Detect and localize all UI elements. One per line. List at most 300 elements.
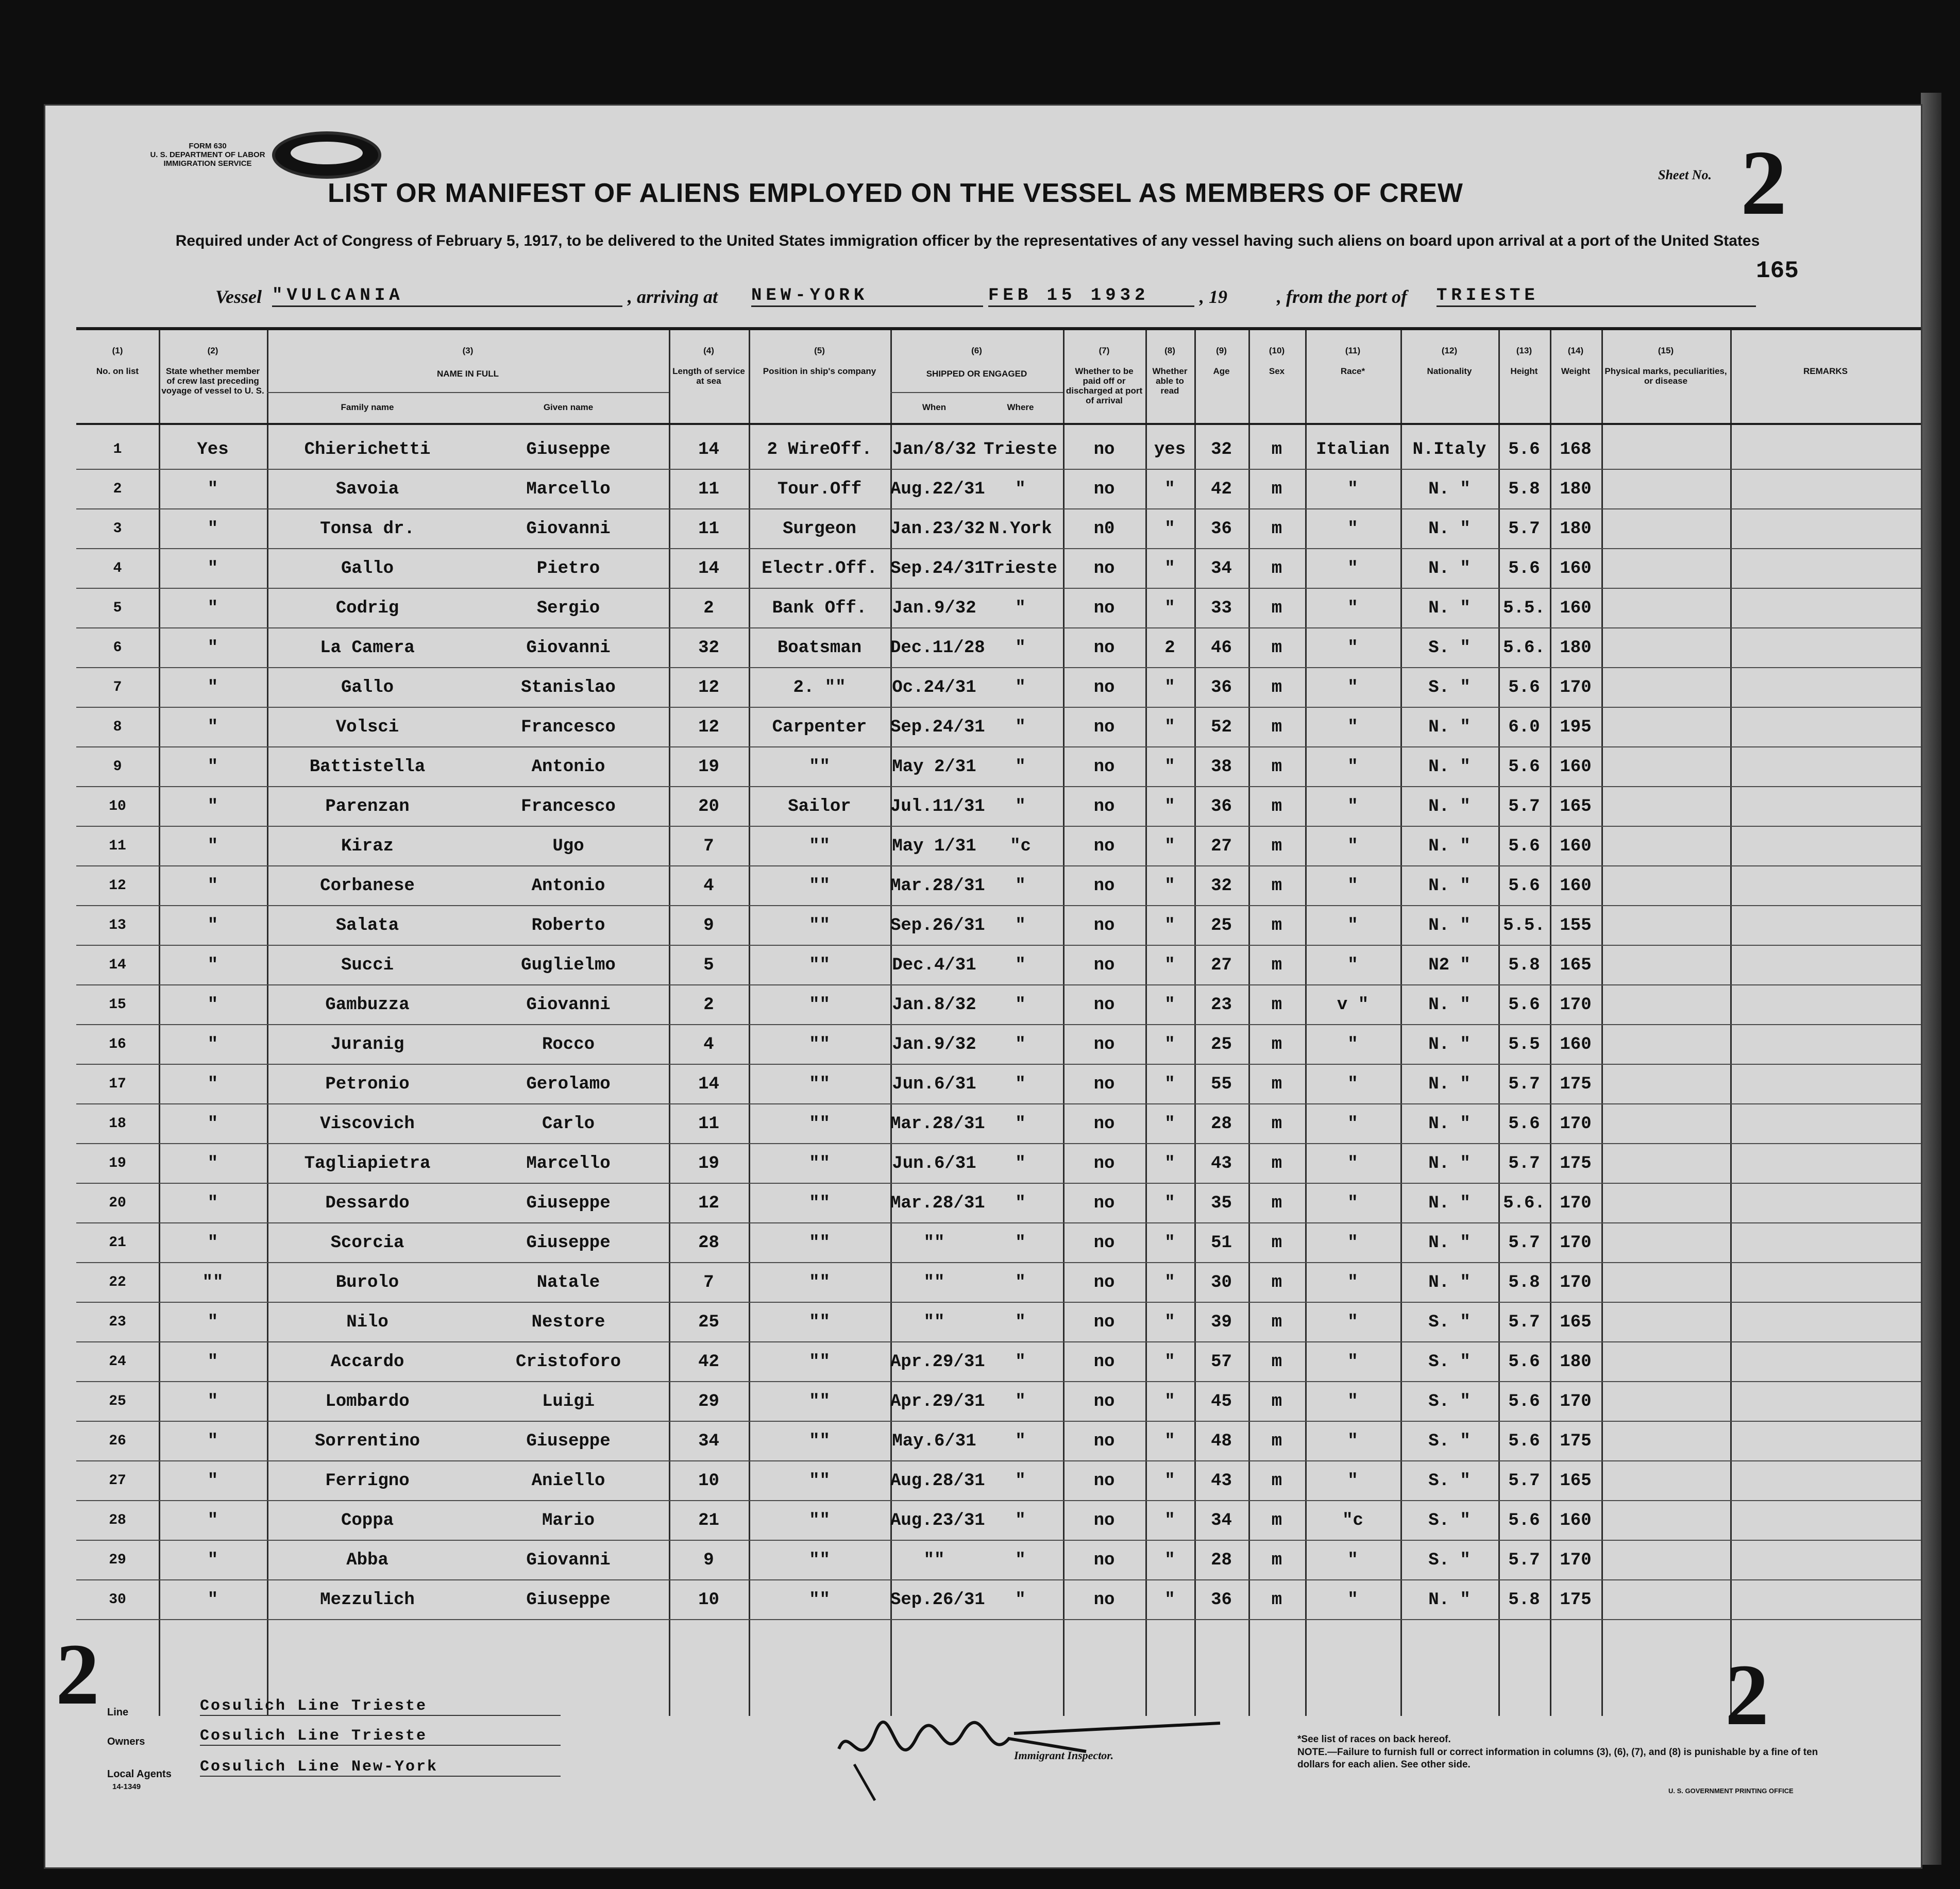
given-name: Cristoforo	[515, 1352, 621, 1372]
sex: m	[1271, 559, 1282, 578]
row-rule	[76, 1341, 1921, 1342]
nationality: N. "	[1428, 757, 1471, 777]
shipped-when: May 1/31	[892, 837, 976, 856]
row-number: 20	[109, 1195, 126, 1211]
family-name: Salata	[335, 916, 399, 935]
family-name: Juranig	[330, 1035, 404, 1054]
given-name: Pietro	[536, 559, 600, 578]
given-name: Giuseppe	[526, 440, 611, 460]
sex: m	[1271, 1194, 1282, 1213]
nationality: N. "	[1428, 995, 1471, 1015]
weight: 160	[1560, 1035, 1592, 1054]
race: "	[1347, 876, 1358, 896]
nationality: N. "	[1428, 1114, 1471, 1134]
service-length: 4	[703, 876, 714, 896]
height: 5.5	[1508, 1035, 1540, 1054]
shipped-where: "	[1015, 1590, 1026, 1610]
row-rule	[76, 508, 1921, 509]
given-name: Antonio	[531, 876, 605, 896]
age: 57	[1211, 1352, 1232, 1372]
shipped-where: Trieste	[984, 559, 1057, 578]
nationality: N2 "	[1428, 956, 1471, 975]
family-name: Volsci	[335, 718, 399, 737]
weight: 160	[1560, 1511, 1592, 1530]
paid-off: no	[1093, 1432, 1115, 1451]
weight: 160	[1560, 837, 1592, 856]
service-name: IMMIGRATION SERVICE	[163, 159, 252, 168]
row-rule	[76, 1064, 1921, 1065]
paid-off: no	[1093, 1471, 1115, 1491]
row-rule	[76, 1500, 1921, 1501]
race: "	[1347, 1233, 1358, 1253]
shipped-where: Trieste	[984, 440, 1057, 460]
prior-voyage: "	[207, 1432, 218, 1451]
sex: m	[1271, 956, 1282, 975]
family-name: Tagliapietra	[304, 1154, 431, 1173]
shipped-when: Aug.28/31	[890, 1471, 985, 1491]
race: v "	[1337, 995, 1369, 1015]
shipped-where: "c	[1010, 837, 1031, 856]
row-rule	[76, 1540, 1921, 1541]
service-length: 28	[698, 1233, 719, 1253]
column-number: (3)	[462, 346, 474, 355]
column-header: Position in ship's company	[763, 366, 876, 376]
given-name: Guglielmo	[521, 956, 616, 975]
paid-off: no	[1093, 1590, 1115, 1610]
sex: m	[1271, 1551, 1282, 1570]
family-name: Ferrigno	[325, 1471, 410, 1491]
column-number: (10)	[1269, 346, 1285, 355]
row-rule	[76, 1619, 1921, 1620]
subheader-where: Where	[1007, 402, 1034, 412]
column-header: Physical marks, peculiarities, or disease	[1604, 366, 1727, 386]
shipped-when: Oc.24/31	[892, 678, 976, 697]
sheet-label: Sheet No.	[1658, 167, 1712, 182]
family-name: Scorcia	[330, 1233, 404, 1253]
weight: 165	[1560, 956, 1592, 975]
age: 36	[1211, 797, 1232, 816]
able-to-read: "	[1164, 1511, 1175, 1530]
row-number: 10	[109, 798, 126, 814]
weight: 165	[1560, 1471, 1592, 1491]
weight: 160	[1560, 599, 1592, 618]
age: 36	[1211, 678, 1232, 697]
able-to-read: "	[1164, 1273, 1175, 1292]
age: 27	[1211, 956, 1232, 975]
age: 48	[1211, 1432, 1232, 1451]
service-length: 14	[698, 559, 719, 578]
family-name: La Camera	[320, 638, 415, 658]
paid-off: no	[1093, 1194, 1115, 1213]
weight: 180	[1560, 519, 1592, 539]
height: 5.8	[1508, 480, 1540, 499]
given-name: Giovanni	[526, 638, 611, 658]
age: 28	[1211, 1551, 1232, 1570]
weight: 168	[1560, 440, 1592, 460]
able-to-read: "	[1164, 956, 1175, 975]
shipped-where: "	[1015, 1432, 1026, 1451]
nationality: S. "	[1428, 1432, 1471, 1451]
row-rule	[76, 1302, 1921, 1303]
position: Bank Off.	[772, 599, 867, 618]
height: 5.6.	[1503, 1194, 1545, 1213]
paid-off: no	[1093, 718, 1115, 737]
prior-voyage: "	[207, 1471, 218, 1491]
row-number: 26	[109, 1433, 126, 1449]
shipped-where: "	[1015, 916, 1026, 935]
paid-off: no	[1093, 1035, 1115, 1054]
row-rule	[76, 1024, 1921, 1025]
able-to-read: yes	[1154, 440, 1186, 460]
weight: 170	[1560, 678, 1592, 697]
column-header: Nationality	[1427, 366, 1472, 376]
sex: m	[1271, 1590, 1282, 1610]
owners-label: Owners	[107, 1736, 145, 1747]
crew-table	[76, 327, 1921, 1716]
race: "	[1347, 797, 1358, 816]
able-to-read: "	[1164, 876, 1175, 896]
shipped-when: Jul.11/31	[890, 797, 985, 816]
shipped-when: Jun.6/31	[892, 1075, 976, 1094]
service-length: 7	[703, 837, 714, 856]
sex: m	[1271, 797, 1282, 816]
height: 5.6	[1508, 1352, 1540, 1372]
given-name: Giovanni	[526, 519, 611, 539]
prior-voyage: "	[207, 718, 218, 737]
given-name: Marcello	[526, 1154, 611, 1173]
given-name: Marcello	[526, 480, 611, 499]
page-edge	[1921, 93, 1941, 1865]
paid-off: no	[1093, 1352, 1115, 1372]
row-rule	[76, 905, 1921, 906]
shipped-when: Sep.24/31	[890, 559, 985, 578]
position: ""	[809, 1352, 830, 1372]
given-name: Giovanni	[526, 995, 611, 1015]
paid-off: no	[1093, 559, 1115, 578]
prior-voyage: "	[207, 876, 218, 896]
page-title: LIST OR MANIFEST OF ALIENS EMPLOYED ON THE VESSEL AS MEMBERS OF CREW	[328, 178, 1463, 208]
shipped-where: "	[1015, 1352, 1026, 1372]
sex: m	[1271, 1035, 1282, 1054]
age: 32	[1211, 440, 1232, 460]
line-value: Cosulich Line Trieste	[200, 1697, 561, 1716]
family-name: Gambuzza	[325, 995, 410, 1015]
row-number: 28	[109, 1512, 126, 1528]
shipped-when: May 2/31	[892, 757, 976, 777]
sex: m	[1271, 876, 1282, 896]
prior-voyage: "	[207, 916, 218, 935]
punch-hole-oval	[272, 131, 381, 179]
row-number: 23	[109, 1314, 126, 1330]
row-rule	[76, 1143, 1921, 1144]
able-to-read: "	[1164, 757, 1175, 777]
shipped-when: Jan.9/32	[892, 599, 976, 618]
paid-off: no	[1093, 599, 1115, 618]
column-number: (7)	[1099, 346, 1110, 355]
column-header: NAME IN FULL	[437, 369, 499, 379]
paid-off: no	[1093, 678, 1115, 697]
race: "	[1347, 718, 1358, 737]
weight: 165	[1560, 797, 1592, 816]
given-name: Luigi	[542, 1392, 595, 1411]
vessel-label: Vessel	[215, 286, 262, 307]
shipped-when: Jan.8/32	[892, 995, 976, 1015]
paid-off: no	[1093, 1313, 1115, 1332]
sex: m	[1271, 1154, 1282, 1173]
weight: 180	[1560, 638, 1592, 658]
row-number: 18	[109, 1116, 126, 1132]
row-number: 30	[109, 1592, 126, 1608]
able-to-read: "	[1164, 480, 1175, 499]
row-rule	[76, 627, 1921, 628]
height: 5.6	[1508, 1432, 1540, 1451]
row-rule	[76, 707, 1921, 708]
position: ""	[809, 837, 830, 856]
shipped-where: "	[1015, 1471, 1026, 1491]
height: 5.6.	[1503, 638, 1545, 658]
age: 25	[1211, 916, 1232, 935]
shipped-when: Aug.22/31	[890, 480, 985, 499]
position: ""	[809, 995, 830, 1015]
row-number: 6	[113, 640, 122, 656]
family-name: Parenzan	[325, 797, 410, 816]
shipped-when: Dec.4/31	[892, 956, 976, 975]
shipped-when: Apr.29/31	[890, 1352, 985, 1372]
able-to-read: "	[1164, 678, 1175, 697]
position: Surgeon	[783, 519, 856, 539]
row-number: 24	[109, 1354, 126, 1370]
weight: 180	[1560, 480, 1592, 499]
row-number: 13	[109, 917, 126, 933]
age: 39	[1211, 1313, 1232, 1332]
nationality: N. "	[1428, 519, 1471, 539]
position: ""	[809, 876, 830, 896]
age: 30	[1211, 1273, 1232, 1292]
age: 42	[1211, 480, 1232, 499]
weight: 180	[1560, 1352, 1592, 1372]
row-number: 1	[113, 441, 122, 457]
shipped-where: "	[1015, 638, 1026, 658]
sex: m	[1271, 519, 1282, 539]
shipped-when: ""	[923, 1313, 945, 1332]
row-number: 14	[109, 957, 126, 973]
nationality: N. "	[1428, 1273, 1471, 1292]
row-rule	[76, 1262, 1921, 1263]
height: 5.7	[1508, 519, 1540, 539]
able-to-read: "	[1164, 1471, 1175, 1491]
height: 5.6	[1508, 1392, 1540, 1411]
weight: 175	[1560, 1075, 1592, 1094]
race: "	[1347, 638, 1358, 658]
position: ""	[809, 757, 830, 777]
able-to-read: "	[1164, 1194, 1175, 1213]
weight: 160	[1560, 757, 1592, 777]
shipped-when: Sep.26/31	[890, 1590, 985, 1610]
paid-off: no	[1093, 1075, 1115, 1094]
row-number: 22	[109, 1274, 126, 1290]
race: "	[1347, 519, 1358, 539]
age: 46	[1211, 638, 1232, 658]
prior-voyage: "	[207, 995, 218, 1015]
sex: m	[1271, 718, 1282, 737]
height: 5.6	[1508, 837, 1540, 856]
sex: m	[1271, 678, 1282, 697]
shipped-where: "	[1015, 1233, 1026, 1253]
height: 5.6	[1508, 559, 1540, 578]
height: 5.8	[1508, 1590, 1540, 1610]
nationality: S. "	[1428, 638, 1471, 658]
prior-voyage: "	[207, 956, 218, 975]
prior-voyage: "	[207, 1352, 218, 1372]
paid-off: no	[1093, 916, 1115, 935]
nationality: S. "	[1428, 1511, 1471, 1530]
column-header: Whether able to read	[1152, 366, 1188, 396]
given-name: Antonio	[531, 757, 605, 777]
prior-voyage: "	[207, 837, 218, 856]
race: "	[1347, 956, 1358, 975]
given-name: Francesco	[521, 797, 616, 816]
paid-off: no	[1093, 837, 1115, 856]
able-to-read: "	[1164, 1154, 1175, 1173]
shipped-where: "	[1015, 956, 1026, 975]
row-number: 25	[109, 1393, 126, 1409]
column-header: REMARKS	[1803, 366, 1848, 376]
nationality: S. "	[1428, 1392, 1471, 1411]
paid-off: no	[1093, 440, 1115, 460]
age: 43	[1211, 1154, 1232, 1173]
position: ""	[809, 1233, 830, 1253]
age: 23	[1211, 995, 1232, 1015]
height: 5.7	[1508, 1471, 1540, 1491]
row-number: 29	[109, 1552, 126, 1568]
service-length: 9	[703, 1551, 714, 1570]
paid-off: no	[1093, 1154, 1115, 1173]
column-header: Sex	[1269, 366, 1285, 376]
column-header: No. on list	[96, 366, 139, 376]
height: 5.6	[1508, 678, 1540, 697]
weight: 170	[1560, 1114, 1592, 1134]
service-length: 10	[698, 1471, 719, 1491]
paid-off: no	[1093, 1392, 1115, 1411]
nationality: N. "	[1428, 1035, 1471, 1054]
race: "	[1347, 1313, 1358, 1332]
subheader-given-name: Given name	[543, 402, 594, 412]
shipped-when: ""	[923, 1551, 945, 1570]
given-name: Rocco	[542, 1035, 595, 1054]
race: "	[1347, 1352, 1358, 1372]
family-name: Corbanese	[320, 876, 415, 896]
column-header: Height	[1510, 366, 1538, 376]
age: 32	[1211, 876, 1232, 896]
weight: 195	[1560, 718, 1592, 737]
printing-office: U. S. GOVERNMENT PRINTING OFFICE	[1668, 1787, 1794, 1795]
column-number: (12)	[1441, 346, 1458, 355]
service-length: 21	[698, 1511, 719, 1530]
department-name: U. S. DEPARTMENT OF LABOR	[150, 150, 265, 159]
column-header: Weight	[1561, 366, 1591, 376]
given-name: Giovanni	[526, 1551, 611, 1570]
given-name: Mario	[542, 1511, 595, 1530]
family-name: Tonsa dr.	[320, 519, 415, 539]
sex: m	[1271, 1313, 1282, 1332]
row-rule	[76, 667, 1921, 668]
age: 45	[1211, 1392, 1232, 1411]
weight: 175	[1560, 1432, 1592, 1451]
sex: m	[1271, 1233, 1282, 1253]
arrival-port: NEW-YORK	[751, 286, 983, 307]
height: 5.7	[1508, 797, 1540, 816]
shipped-when: Sep.26/31	[890, 916, 985, 935]
shipped-where: "	[1015, 718, 1026, 737]
age: 33	[1211, 599, 1232, 618]
able-to-read: "	[1164, 718, 1175, 737]
prior-voyage: "	[207, 1233, 218, 1253]
family-name: Coppa	[341, 1511, 394, 1530]
column-header: Whether to be paid off or discharged at port of arrival	[1066, 366, 1143, 405]
given-name: Natale	[536, 1273, 600, 1292]
paid-off: no	[1093, 638, 1115, 658]
given-name: Sergio	[536, 599, 600, 618]
nationality: S. "	[1428, 678, 1471, 697]
service-length: 14	[698, 440, 719, 460]
position: 2 WireOff.	[767, 440, 872, 460]
paid-off: n0	[1093, 519, 1115, 539]
race: "c	[1342, 1511, 1363, 1530]
service-length: 29	[698, 1392, 719, 1411]
shipped-when: ""	[923, 1273, 945, 1292]
sex: m	[1271, 480, 1282, 499]
row-number: 21	[109, 1235, 126, 1251]
service-length: 11	[698, 519, 719, 539]
able-to-read: "	[1164, 797, 1175, 816]
nationality: N.Italy	[1412, 440, 1486, 460]
sex: m	[1271, 1273, 1282, 1292]
age: 27	[1211, 837, 1232, 856]
column-number: (9)	[1216, 346, 1227, 355]
form-header-left	[117, 142, 298, 168]
sheet-number-bottom-left: 2	[56, 1626, 99, 1723]
sex: m	[1271, 1511, 1282, 1530]
race: "	[1347, 757, 1358, 777]
able-to-read: "	[1164, 916, 1175, 935]
height: 5.5.	[1503, 916, 1545, 935]
race: "	[1347, 1035, 1358, 1054]
able-to-read: "	[1164, 599, 1175, 618]
family-name: Lombardo	[325, 1392, 410, 1411]
shipped-where: "	[1015, 1194, 1026, 1213]
position: 2. ""	[793, 678, 846, 697]
able-to-read: "	[1164, 1432, 1175, 1451]
height: 5.7	[1508, 1075, 1540, 1094]
subheader-when: When	[922, 402, 947, 412]
given-name: Stanislao	[521, 678, 616, 697]
service-length: 7	[703, 1273, 714, 1292]
family-name: Burolo	[335, 1273, 399, 1292]
crew-table-inner	[76, 330, 1921, 1716]
age: 38	[1211, 757, 1232, 777]
shipped-when: Jun.6/31	[892, 1154, 976, 1173]
row-rule	[76, 786, 1921, 787]
given-name: Francesco	[521, 718, 616, 737]
column-header: Length of service at sea	[672, 366, 745, 386]
shipped-when: Sep.24/31	[890, 718, 985, 737]
shipped-when: Mar.28/31	[890, 876, 985, 896]
column-header: State whether member of crew last preceding voyage of vessel to U. S.	[161, 366, 264, 396]
family-name: Battistella	[309, 757, 426, 777]
vessel-line	[215, 286, 1761, 312]
shipped-where: "	[1015, 1114, 1026, 1134]
paid-off: no	[1093, 1233, 1115, 1253]
